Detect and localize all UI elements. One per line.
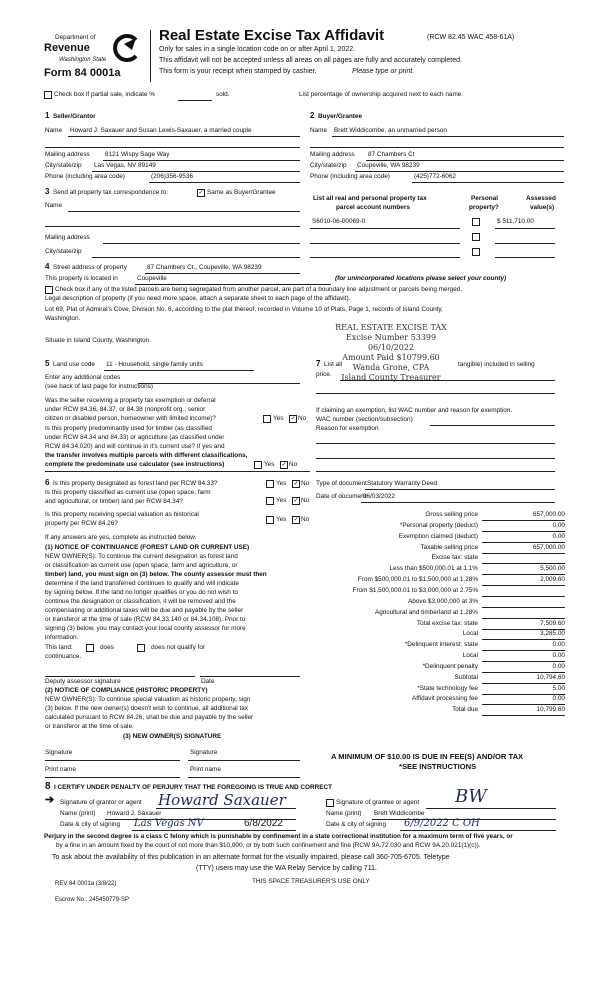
calc-row-line [482,650,565,651]
section-7-label-b: tangible) included in selling [458,361,535,368]
assessed-header-2: value(s) [530,204,555,211]
exemption-question-2: under RCW 84.36, 84.37, or 84.38 (nonprofit org., senior [45,406,206,413]
owner-signature-label-2: Signature [190,749,218,756]
continuance-line-4: determine if the land transferred continues to qualify and will indicate [45,580,239,587]
grantor-city[interactable]: Las Vegas NV [134,818,204,829]
current-use-yes-checkbox[interactable] [266,497,274,505]
calc-row-value[interactable]: 0.00 [552,532,565,540]
timber-question-3: RCW 84.34.020) and will continue in it's current use? If yes and [45,443,225,450]
timber-no-checkbox[interactable]: ✓ [281,462,287,468]
form-title: Real Estate Excise Tax Affidavit [159,27,385,44]
section-8-number: 8 [45,781,51,792]
legal-description-line-1[interactable]: Lot 69, Plat of Admiral's Cove, Division No. 6, according to the plat thereof, recorded in Volume 10 of Plats, Page 1, records of Island County, [45,306,443,313]
seller-phone-label: Phone (including area code) [45,173,125,180]
located-in-label: This property is located in [45,275,118,282]
arrow-icon: ➔ [45,794,55,806]
same-as-buyer-checkbox[interactable]: ✓ [198,190,204,196]
buyer-phone-value[interactable]: (425)772-6062 [414,173,456,180]
section-6-number: 6 [45,478,50,487]
forest-no-checkbox[interactable]: ✓ [293,481,299,487]
calc-row-value[interactable]: 5.00 [552,684,565,692]
grantor-name-label: Name (print) [60,810,96,817]
grantee-signature-arrow-box [326,799,334,807]
land-does-label: does [100,644,114,651]
calc-row-label: Gross selling price [425,511,478,518]
historic-no-label: No [301,516,310,523]
washington-state-label: Washington State [59,57,107,63]
owner-signature-label-1: Signature [45,749,73,756]
stamp-line-2: Excise Number 53399 [345,333,437,342]
located-in-value[interactable]: Coupeville [137,275,167,282]
seller-mailing-label: Mailing address [45,151,90,158]
ownership-note: List percentage of ownership acquired next to each name. [299,91,464,98]
current-use-question-2: and agricultural, or timber) land per RCW 84.34? [45,498,183,505]
calc-row-label: From $500,000.01 to $1,500,000 at 1.28% [357,576,478,584]
grantor-signature: Howard Saxauer [158,791,286,809]
exemption-yes-label: Yes [273,415,284,422]
calc-row-line [482,563,565,564]
calc-row-line [482,629,565,630]
historic-yes-label: Yes [276,516,287,523]
deputy-signature-label: Deputy assessor signature [45,678,121,685]
calc-row-value[interactable]: 10,799.60 [536,706,565,714]
compliance-line-3: calculated pursuant to RCW 84.26, shall be due and payable by the seller [45,714,254,721]
calc-row-label: Total excise tax: state [416,619,478,627]
section-4-number: 4 [45,262,50,271]
calc-row-value[interactable]: 7,509.60 [540,619,565,627]
owner-print-name-label-1: Print name [45,766,76,773]
stamp-line-6: Island County Treasurer [341,373,441,382]
calc-row-value[interactable]: 0.00 [552,695,565,703]
land-does-not-checkbox[interactable] [137,644,145,652]
calc-row-line [482,520,565,521]
seller-name-value[interactable]: Howard J. Saxauer and Susan Lewis-Saxauer, a married couple [70,127,252,134]
section-7-number: 7 [316,359,321,368]
calc-row-value[interactable]: 0.00 [552,641,565,649]
parcel-number[interactable]: S6010-06-00069-0 [312,218,366,225]
grantor-date-city-label: Date & city of signing [60,821,121,828]
land-use-label: Land use code [53,361,95,368]
historic-question-1: Is this property receiving special valuation as historical [45,511,199,518]
historic-no-checkbox[interactable]: ✓ [293,517,299,523]
escrow-number: Escrow No.: 245450779-SP [55,897,130,903]
forest-yes-label: Yes [276,480,287,487]
timber-question-2: under RCW 84.34 and 84.33) or agriculture (as classified under [45,434,225,441]
exemption-wac-label-1: If claiming an exemption, list WAC number and reason for exemption. [316,407,513,414]
this-land-label: This land: [45,644,73,651]
calc-row-label: Above $3,000,000 at 3% [408,597,478,605]
calc-row-value[interactable]: 0.00 [552,662,565,670]
historic-yes-checkbox[interactable] [266,516,274,524]
continuance-line-3: timber) land, you must sign on (3) below. The county assessor must then [45,571,267,578]
see-back-label: (see back of last page for instructions) [45,383,153,390]
legal-description-label: Legal description of property (if you need more space, attach a separate sheet to each page of the affidavit). [45,295,351,302]
seller-phone-value[interactable]: (206)356-9536 [151,173,193,180]
grantee-signature: BW [455,786,487,807]
current-use-yes-label: Yes [276,497,287,504]
assessed-header-1: Assessed [526,195,556,202]
calc-row-label: *Personal property (deduct) [399,521,478,529]
alternate-format-line-2: (TTY) users may use the WA Relay Service by calling 711. [196,865,377,872]
grantee-signature-label: Signature of grantee or agent [336,799,420,806]
parcel-header-1: List all real and personal property tax [313,195,427,202]
calc-row-line [482,607,565,608]
timber-no-label: No [289,461,298,468]
grantee-name-value[interactable]: Brett Widdicombe [374,810,425,817]
calc-row-label: Excise tax: state [431,554,478,562]
land-does-not-label: does not qualify for [151,644,205,651]
revenue-logo-text: Revenue [44,42,90,54]
segregated-checkbox[interactable] [45,286,53,294]
calc-row-value[interactable]: 2,009.60 [540,576,565,584]
calc-row-line [482,672,565,673]
buyer-mailing-label: Mailing address [310,151,355,158]
grantor-name-value[interactable]: Howard J. Saxauer [107,810,162,817]
compliance-line-4: or transferor at the time of sale. [45,723,134,730]
section-3-label: Send all property tax correspondence to: [53,189,169,196]
parcel-header-2: parcel account numbers [336,204,410,211]
buyer-phone-label: Phone (including area code) [310,173,390,180]
header-line-1: Only for sales in a single location code on or after April 1, 2022. [159,46,356,53]
timber-question-4: the transfer involves multiple parcels with different classifications, [45,452,248,459]
header-line-3-italic: Please type or print. [352,68,415,75]
section-3-mailing-label: Mailing address [45,234,90,241]
calc-row-line [482,639,565,640]
situate-text[interactable]: Situate in Island County, Washington. [45,337,151,344]
calc-row-label: Less than $500,000.01 at 1.1% [389,565,478,573]
grantee-name-label: Name (print) [326,810,362,817]
exemption-yes-checkbox[interactable] [263,415,271,423]
seller-heading: Seller/Grantor [53,113,96,120]
continuance-line-2: or classification as current use (open space, farm and agriculture, or [45,562,238,569]
exemption-no-label: No [298,415,307,422]
calc-row-line [482,618,565,619]
exemption-wac-label-2: WAC number (section/subsection) [316,416,413,423]
calc-row-label: Affidavit processing fee [412,695,478,703]
seller-mailing-value[interactable]: 8121 Wispy Sage Way [105,151,170,158]
calc-row-line [482,704,565,705]
compliance-title: (2) NOTICE OF COMPLIANCE (HISTORIC PROPERTY) [45,687,208,694]
document-date-label: Date of document [316,493,367,500]
timber-question-1: Is this property predominantly used for timber (as classified [45,425,212,432]
forest-no-label: No [301,480,310,487]
calc-row-line [482,694,565,695]
certify-statement: I CERTIFY UNDER PENALTY OF PERJURY THAT THE FOREGOING IS TRUE AND CORRECT [54,784,333,791]
timber-question-5: complete the predominate use calculator (see instructions) [45,461,225,468]
calc-row-label: From $1,500,000.01 to $3,000,000 at 2.75% [352,586,478,594]
continuance-line-1: NEW OWNER(S): To continue the current designation as forest land [45,553,238,560]
buyer-heading: Buyer/Grantee [318,113,363,120]
timber-yes-label: Yes [264,461,275,468]
continuance-line-6: continue the designation or classification, it will be removed and the [45,598,236,605]
personal-header-2: property? [469,204,499,211]
calc-row-label: Subtotal [454,673,478,681]
calc-row-line [482,683,565,684]
personal-property-checkbox-1[interactable] [472,218,480,226]
continuance-title: (1) NOTICE OF CONTINUANCE (FOREST LAND OR CURRENT USE) [45,544,250,551]
document-date-value[interactable]: 06/03/2022 [363,493,395,500]
seller-city-value[interactable]: Las Vegas, NV 89149 [94,162,156,169]
located-in-note: (for unincorporated locations please select your county) [335,275,507,282]
header-line-2: This affidavit will not be accepted unless all areas on all pages are fully and accurately completed. [159,57,462,64]
assessed-value[interactable]: $ 511,710.00 [497,218,534,225]
calc-row-label: Taxable selling price [420,543,478,551]
section-7-label-a: List all [324,361,343,368]
section-3-city-label: City/state/zip [45,248,82,255]
stamp-line-5: Wanda Grone, CPA [352,363,430,372]
calc-row-label: *Delinquent interest: state [404,641,478,649]
continuance-line-9: signing (3) below, you may contact your local county assessor for more [45,625,246,632]
partial-sale-sold: sold. [216,91,230,98]
buyer-name-label: Name [310,127,328,134]
stamp-line-3: 06/10/2022 [367,343,415,352]
continuance-line-5: by signing below. If the land no longer qualifies or you do not wish to [45,589,238,596]
calc-row-label: *State technology fee [417,684,478,692]
forest-yes-checkbox[interactable] [266,480,274,488]
grantor-signature-label: Signature of grantor or agent [60,799,142,806]
personal-property-checkbox-3[interactable] [472,248,480,256]
calc-row-label: Exemption claimed (deduct) [398,532,478,540]
calc-row-line [482,531,565,532]
exemption-reason-label: Reason for exemption [316,425,379,432]
buyer-name-value[interactable]: Brett Widdicombe, an unmarried person [334,127,447,134]
forest-land-question: Is this property designated as forest land per RCW 84.33? [53,480,218,487]
exemption-no-checkbox[interactable]: ✓ [290,416,296,422]
grantee-date-city[interactable]: 6/9/2022 C OH [404,818,480,829]
calc-row-line [482,596,565,597]
document-type-value[interactable]: Statutory Warranty Deed [367,480,438,487]
buyer-mailing-value[interactable]: 87 Chambers Ct [368,151,415,158]
section-1-number: 1 [45,111,50,120]
same-as-buyer-label: Same as Buyer/Grantee [207,189,276,196]
continuance-line-8: or transferor at the time of sale (RCW 84.33.140 or 84.34.108). Prior to [45,616,246,623]
calc-row-value[interactable]: 10,794.60 [536,673,565,681]
calc-row-line [482,553,565,554]
section-3-number: 3 [45,187,50,196]
calc-row-label: Total due [452,706,478,714]
calc-row-line [482,715,565,716]
personal-property-checkbox-2[interactable] [472,233,480,241]
section-3-name-label: Name [45,202,63,209]
current-use-question-1: Is this property classified as current use (open space, farm [45,489,211,496]
form-number: Form 84 0001a [44,67,121,79]
partial-sale-checkbox[interactable] [44,91,52,99]
revenue-logo-icon [110,34,140,62]
continuance-line-10: information. [45,634,79,641]
calc-row-value[interactable]: 3,285.00 [540,630,565,638]
section-7-label-c: price. [316,371,332,378]
calc-row-line [482,661,565,662]
stamp-line-4: Amount Paid $10799.60 [342,353,440,362]
calc-row-line [482,585,565,586]
legal-description-line-2[interactable]: Washington. [45,315,81,322]
current-use-no-label: No [301,497,310,504]
additional-codes-label: Enter any additional codes [45,374,121,381]
land-does-checkbox[interactable] [86,644,94,652]
calc-row-label: Local [462,630,478,638]
partial-sale-label: Check box if partial sale, indicate % [54,91,155,98]
rcw-reference: (RCW 82.45 WAC 458-61A) [427,34,515,41]
document-type-label: Type of document [316,480,367,487]
continuance-line-7: compensating or additional taxes will be due and payable by the seller [45,607,244,614]
calc-row-label: Local [462,652,478,660]
buyer-city-value[interactable]: Coupeville, WA 98239 [357,162,420,169]
calc-row-value[interactable]: 0.00 [552,521,565,529]
section-5-number: 5 [45,359,50,368]
street-address-label: Street address of property [53,264,127,271]
segregated-label: Check box if any of the listed parcels are being segregated from another parcel, are part of a boundary line adjustment or parcels being merged. [55,286,463,293]
land-use-value[interactable]: 11 - Household, single family units [106,361,203,368]
revision-label: REV 84 0001a (3/8/22) [55,881,117,887]
perjury-line-2: by a fine in an amount fixed by the court of not more than $10,000, or by both such confinement and fine (RCW 9A.72.030 and RCW 9A.20.021(1)(c)). [56,842,481,849]
if-yes-instruction: If any answers are yes, complete as instructed below. [45,534,197,541]
new-owner-signature-title: (3) NEW OWNER(S) SIGNATURE [123,733,222,740]
exemption-question-3: citizen or disabled person, homeowner with limited income)? [45,415,216,422]
buyer-city-label: City/state/zip [310,162,347,169]
deputy-date-label: Date [201,678,215,685]
personal-header-1: Personal [471,195,498,202]
alternate-format-line-1: To ask about the availability of this publication in an alternate format for the visually impaired, please call 360-705-6705. Teletype [52,854,450,861]
section-2-number: 2 [310,111,315,120]
grantor-date[interactable]: 6/8/2022 [244,818,283,829]
calc-row-value[interactable]: 0.00 [552,652,565,660]
calc-row-label: Agricultural and timberland at 1.28% [374,608,478,616]
calc-row-label: *Delinquent penalty [422,662,478,670]
calc-row-line [482,542,565,543]
seller-name-label: Name [45,127,63,134]
dept-of-label: Department of [55,34,96,41]
current-use-no-checkbox[interactable]: ✓ [293,498,299,504]
compliance-line-2: (3) below. If the new owner(s) doesn't wish to continue, all additional tax [45,705,248,712]
calc-row-value[interactable]: 5,500.00 [540,565,565,573]
compliance-line-1: NEW OWNER(S): To continue special valuation as historic property, sign [45,696,251,703]
timber-yes-checkbox[interactable] [254,461,262,469]
calc-row-value[interactable]: 657,000.00 [533,511,565,518]
exemption-question-1: Was the seller receiving a property tax exemption or deferral [45,397,216,404]
calc-row-line [482,574,565,575]
calc-row-value[interactable]: 657,000.00 [533,543,565,551]
historic-question-2: property per RCW 84.26? [45,520,118,527]
perjury-line-1: Perjury in the second degree is a class C felony which is punishable by confinement in a state correctional institution for a maximum term of five years, or [44,833,513,840]
grantee-date-city-label: Date & city of signing [326,821,387,828]
owner-print-name-label-2: Print name [190,766,221,773]
treasurer-use-label: THIS SPACE TREASURER'S USE ONLY [252,878,370,885]
see-instructions-note: *SEE INSTRUCTIONS [399,762,477,771]
seller-city-label: City/state/zip [45,162,82,169]
header-line-3: This form is your receipt when stamped by cashier. [159,68,317,75]
continuance-word: continuance. [45,653,82,660]
treasurer-stamp [316,323,466,383]
stamp-line-1: REAL ESTATE EXCISE TAX [335,323,447,332]
street-address-value[interactable]: 87 Chambers Ct., Coupeville, WA 98239 [147,264,262,271]
minimum-fee-note: A MINIMUM OF $10.00 IS DUE IN FEE(S) AND/OR TAX [331,752,524,761]
